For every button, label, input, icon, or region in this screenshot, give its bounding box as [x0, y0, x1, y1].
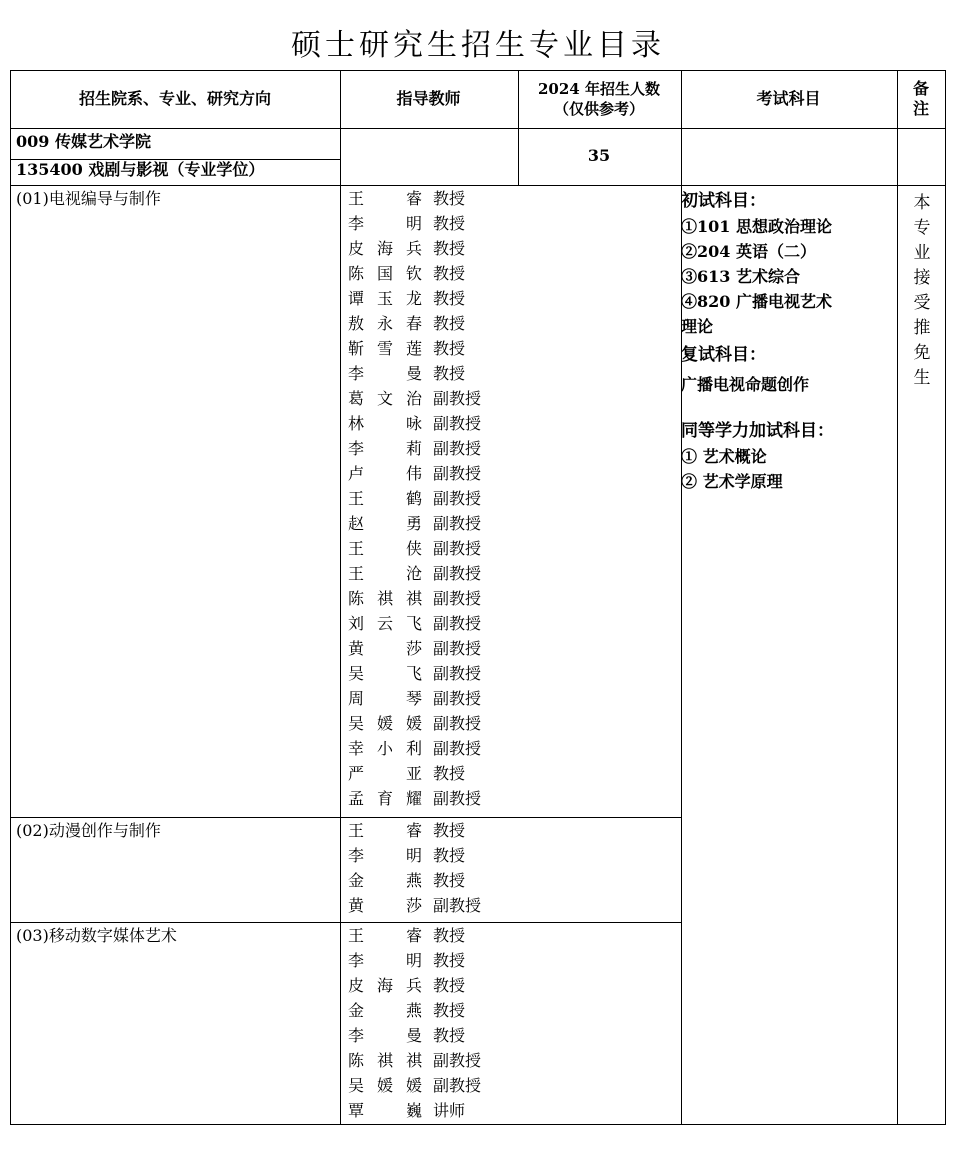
remark-char: 专 [913, 218, 931, 238]
teacher-row [348, 786, 481, 811]
teacher-name: 谭玉龙 [348, 289, 423, 308]
teacher-title: 副教授 [433, 789, 482, 808]
teacher-row [348, 611, 481, 636]
teacher-row [348, 948, 481, 973]
teacher-row [348, 261, 481, 286]
teacher-name: 李 莉 [348, 439, 423, 458]
teacher-row [348, 998, 481, 1023]
teacher-name: 幸小利 [348, 739, 423, 758]
teacher-title: 教授 [433, 364, 466, 383]
quota-value: 35 [587, 146, 611, 165]
header-remark [897, 71, 945, 127]
teacher-name: 吴媛媛 [348, 1076, 423, 1095]
teacher-row [348, 211, 481, 236]
teacher-name: 敖永春 [348, 314, 423, 333]
teacher-row [348, 561, 481, 586]
remark-text [899, 191, 945, 391]
teacher-name: 吴媛媛 [348, 714, 423, 733]
teacher-name: 王 沧 [348, 564, 423, 583]
teacher-title: 副教授 [433, 514, 482, 533]
initial-exam-item: ①101 思想政治理论 [681, 217, 832, 236]
teacher-title: 教授 [433, 214, 466, 233]
initial-exam-heading: 初试科目： [681, 191, 766, 211]
header-dept: 招生院系、专业、研究方向 [78, 89, 271, 108]
initial-exam-item: ③613 艺术综合 [681, 267, 800, 286]
teacher-row [348, 818, 481, 843]
teacher-name: 王 睿 [348, 821, 423, 840]
teacher-name: 刘云飞 [348, 614, 423, 633]
teacher-name: 孟育耀 [348, 789, 423, 808]
teacher-title: 副教授 [433, 489, 482, 508]
teacher-name: 黄 莎 [348, 896, 423, 915]
teacher-title: 讲师 [433, 1101, 466, 1120]
teacher-title: 教授 [433, 1026, 466, 1045]
teacher-row [348, 411, 481, 436]
teacher-title: 教授 [433, 339, 466, 358]
header-quota-line2: （仅供参考） [553, 100, 644, 118]
teacher-title: 副教授 [433, 439, 482, 458]
header-quota-line1: 2024 年招生人数 [538, 80, 660, 98]
teacher-name: 陈国钦 [348, 264, 423, 283]
remark-char: 本 [913, 193, 931, 213]
teacher-row [348, 361, 481, 386]
teacher-title: 教授 [433, 264, 466, 283]
teacher-row [348, 1073, 481, 1098]
teacher-row [348, 236, 481, 261]
teacher-name: 李 曼 [348, 1026, 423, 1045]
teacher-row [348, 893, 481, 918]
teacher-title: 教授 [433, 821, 466, 840]
teacher-name: 金 燕 [348, 1001, 423, 1020]
header-exam: 考试科目 [756, 89, 821, 108]
remark-char: 生 [913, 368, 931, 388]
exam-subjects [681, 189, 893, 494]
teacher-name: 陈祺祺 [348, 589, 423, 608]
teacher-title: 副教授 [433, 639, 482, 658]
teacher-row [348, 661, 481, 686]
teacher-name: 王 侠 [348, 539, 423, 558]
teacher-row [348, 336, 481, 361]
teacher-list-02 [348, 818, 481, 918]
header-divider [11, 128, 945, 129]
teacher-row [348, 386, 481, 411]
teacher-name: 李 明 [348, 951, 423, 970]
teacher-row [348, 511, 481, 536]
major-name: 135400 戏剧与影视（专业学位） [16, 160, 265, 179]
teacher-row [348, 923, 481, 948]
retest-item: 广播电视命题创作 [681, 375, 810, 394]
teacher-title: 教授 [433, 926, 466, 945]
teacher-name: 赵 勇 [348, 514, 423, 533]
remark-char: 受 [913, 293, 931, 313]
teacher-title: 教授 [433, 764, 466, 783]
teacher-title: 副教授 [433, 464, 482, 483]
direction-divider-2 [11, 922, 681, 923]
teacher-title: 教授 [433, 239, 466, 258]
teacher-title: 教授 [433, 846, 466, 865]
teacher-name: 李 明 [348, 214, 423, 233]
remark-char: 推 [913, 318, 931, 338]
teacher-title: 副教授 [433, 414, 482, 433]
teacher-row [348, 868, 481, 893]
teacher-row [348, 311, 481, 336]
teacher-row [348, 1098, 481, 1123]
teacher-title: 副教授 [433, 739, 482, 758]
direction-01: (01)电视编导与制作 [16, 189, 161, 208]
teacher-name: 葛文治 [348, 389, 423, 408]
direction-03: (03)移动数字媒体艺术 [16, 926, 177, 945]
teacher-row [348, 636, 481, 661]
teacher-title: 教授 [433, 314, 466, 333]
teacher-name: 李 明 [348, 846, 423, 865]
teacher-row [348, 186, 481, 211]
teacher-name: 李 曼 [348, 364, 423, 383]
equivalent-exam-item: ① 艺术概论 [681, 447, 767, 466]
teacher-row [348, 1023, 481, 1048]
header-quota [518, 71, 680, 127]
equivalent-exam-heading: 同等学力加试科目： [681, 421, 834, 441]
teacher-title: 教授 [433, 1001, 466, 1020]
teacher-row [348, 973, 481, 998]
header-remark-line1: 备 [912, 79, 929, 98]
initial-exam-item: ②204 英语（二） [681, 242, 816, 261]
teacher-title: 副教授 [433, 714, 482, 733]
teacher-name: 覃 巍 [348, 1101, 423, 1120]
teacher-name: 王 睿 [348, 189, 423, 208]
teacher-title: 副教授 [433, 689, 482, 708]
retest-heading: 复试科目： [681, 345, 766, 365]
teacher-name: 陈祺祺 [348, 1051, 423, 1070]
teacher-title: 副教授 [433, 589, 482, 608]
teacher-title: 副教授 [433, 389, 482, 408]
teacher-row [348, 286, 481, 311]
teacher-list-03 [348, 923, 481, 1123]
teacher-title: 教授 [433, 871, 466, 890]
teacher-row [348, 536, 481, 561]
col-divider-4 [897, 71, 898, 1124]
teacher-title: 副教授 [433, 664, 482, 683]
teacher-title: 教授 [433, 189, 466, 208]
teacher-name: 皮海兵 [348, 239, 423, 258]
col-divider-1 [340, 71, 341, 1124]
header-teacher: 指导教师 [396, 89, 461, 108]
teacher-title: 副教授 [433, 539, 482, 558]
teacher-row [348, 1048, 481, 1073]
teacher-name: 林 咏 [348, 414, 423, 433]
direction-divider-1 [11, 817, 681, 818]
teacher-row [348, 436, 481, 461]
teacher-title: 副教授 [433, 564, 482, 583]
teacher-row [348, 736, 481, 761]
teacher-title: 教授 [433, 289, 466, 308]
page-title: 硕士研究生招生专业目录 [291, 28, 665, 63]
remark-char: 免 [913, 343, 931, 363]
spacer [681, 397, 893, 419]
teacher-row [348, 486, 481, 511]
teacher-name: 皮海兵 [348, 976, 423, 995]
teacher-row [348, 761, 481, 786]
teacher-title: 副教授 [433, 1051, 482, 1070]
remark-char: 接 [913, 268, 931, 288]
teacher-name: 金 燕 [348, 871, 423, 890]
direction-02: (02)动漫创作与制作 [16, 821, 161, 840]
teacher-name: 严 亚 [348, 764, 423, 783]
teacher-name: 吴 飞 [348, 664, 423, 683]
equivalent-exam-item: ② 艺术学原理 [681, 472, 783, 491]
teacher-row [348, 843, 481, 868]
teacher-name: 王 睿 [348, 926, 423, 945]
teacher-title: 教授 [433, 976, 466, 995]
teacher-name: 王 鹤 [348, 489, 423, 508]
remark-char: 业 [913, 243, 931, 263]
header-remark-line2: 注 [912, 99, 929, 118]
teacher-row [348, 586, 481, 611]
teacher-list-01 [348, 186, 481, 811]
teacher-row [348, 686, 481, 711]
teacher-name: 黄 莎 [348, 639, 423, 658]
teacher-name: 靳雪莲 [348, 339, 423, 358]
teacher-name: 卢 伟 [348, 464, 423, 483]
initial-exam-item: ④820 广播电视艺术 [681, 292, 832, 311]
teacher-title: 副教授 [433, 614, 482, 633]
teacher-title: 教授 [433, 951, 466, 970]
department-name: 009 传媒艺术学院 [16, 132, 151, 151]
teacher-title: 副教授 [433, 896, 482, 915]
initial-exam-item: 理论 [681, 317, 714, 336]
teacher-title: 副教授 [433, 1076, 482, 1095]
teacher-row [348, 711, 481, 736]
teacher-name: 周 琴 [348, 689, 423, 708]
teacher-row [348, 461, 481, 486]
